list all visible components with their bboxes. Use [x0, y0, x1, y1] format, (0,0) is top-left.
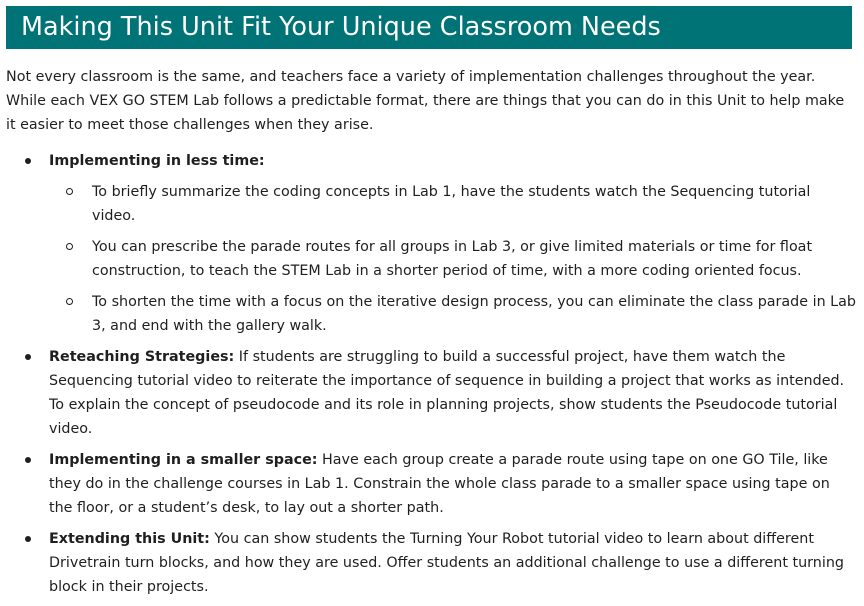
strategies-list	[0, 149, 856, 606]
sublist-item: To briefly summarize the coding concepts in Lab 1, have the students watch the Sequencing tutorial video.	[49, 180, 856, 228]
list-item-extending	[0, 527, 856, 599]
list-item-less-time	[0, 149, 856, 338]
list-item-text: You can show students the Turning Your Robot tutorial video to learn about different Drivetrain turn blocks, and how they are used. Offer students an additional challenge to use a different turning block in their projects.	[49, 531, 844, 595]
list-item-title: Reteaching Strategies:	[49, 349, 235, 365]
less-time-sublist	[49, 180, 856, 338]
list-item-text: If students are struggling to build a successful project, have them watch the Sequencing tutorial video to reiterate the importance of sequence in building a project that works as intended. To explain the concept of pseudocode and its role in planning projects, show students the Pseudocode tutorial video.	[49, 349, 845, 437]
list-item-smaller-space	[0, 448, 856, 520]
intro-paragraph: Not every classroom is the same, and teachers face a variety of implementation challenges throughout the year. While each VEX GO STEM Lab follows a predictable format, there are things that you can do in this Unit to help make it easier to meet those challenges when they arise.	[6, 69, 845, 133]
sublist-item: To shorten the time with a focus on the iterative design process, you can eliminate the class parade in Lab 3, and end with the gallery walk.	[49, 290, 856, 338]
list-item-title: Implementing in a smaller space:	[49, 452, 318, 468]
list-item-title: Implementing in less time:	[49, 153, 265, 169]
section-heading-bar	[6, 6, 852, 49]
list-item-title: Extending this Unit:	[49, 531, 210, 547]
list-item-reteaching	[0, 345, 856, 441]
list-item-text: Have each group create a parade route using tape on one GO Tile, like they do in the challenge courses in Lab 1. Constrain the whole class parade to a smaller space using tape on the floor, or a student’s desk, to lay out a shorter path.	[49, 452, 830, 516]
section-heading: Making This Unit Fit Your Unique Classroom Needs	[21, 12, 661, 42]
sublist-item: You can prescribe the parade routes for all groups in Lab 3, or give limited materials or time for float construction, to teach the STEM Lab in a shorter period of time, with a more coding oriented focus.	[49, 235, 856, 283]
